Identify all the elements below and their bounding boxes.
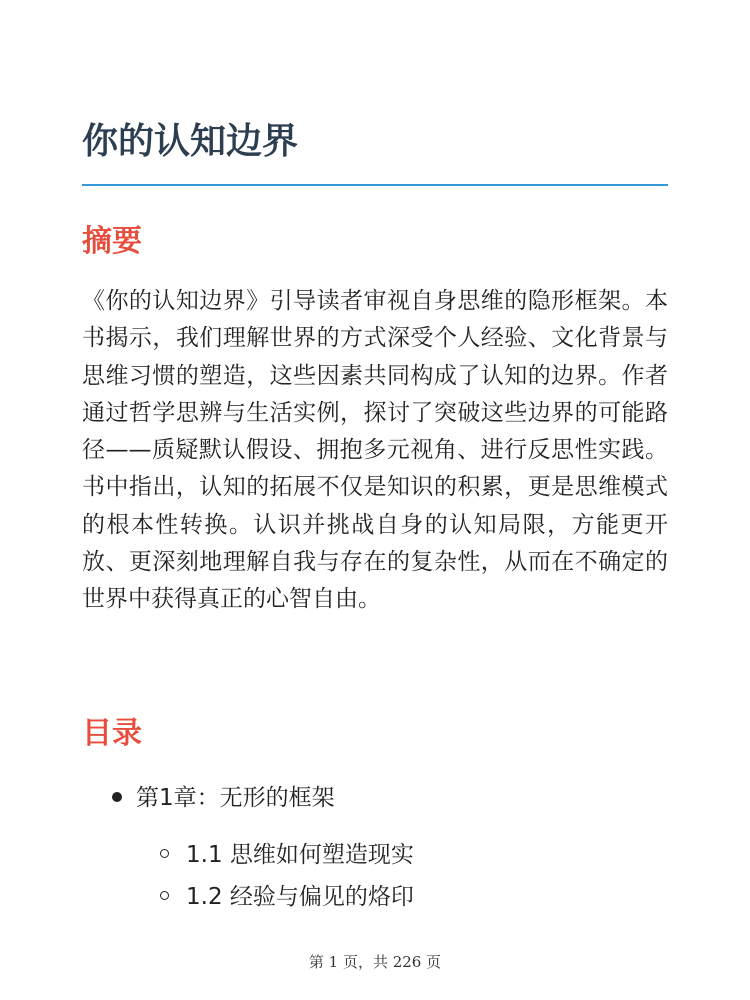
title-divider xyxy=(82,184,668,186)
toc-chapter-1[interactable] xyxy=(112,781,335,815)
toc-heading: 目录 xyxy=(82,716,142,751)
toc-section-1-2[interactable] xyxy=(160,880,414,914)
summary-heading: 摘要 xyxy=(82,224,142,259)
bullet-icon xyxy=(112,792,122,802)
summary-paragraph: 《你的认知边界》引导读者审视自身思维的隐形框架。本书揭示，我们理解世界的方式深受个人经验、文化背景与思维习惯的塑造，这些因素共同构成了认知的边界。作者通过哲学思辨与生活实例，探讨了突破这些边界的可能路径——质疑默认假设、拥抱多元视角、进行反思性实践。书中指出，认知的拓展不仅是知识的积累，更是思维模式的根本性转换。认识并挑战自身的认知局限，方能更开放、更深刻地理解自我与存在的复杂性，从而在不确定的世界中获得真正的心智自由。 xyxy=(82,288,668,613)
hollow-bullet-icon xyxy=(160,891,169,900)
page-number-footer: 第 1 页，共 226 页 xyxy=(308,953,442,971)
page-title: 你的认知边界 xyxy=(82,121,299,162)
toc-section-1-1[interactable] xyxy=(160,838,414,872)
toc-section-1-2-label: 1.2 经验与偏见的烙印 xyxy=(186,884,414,910)
hollow-bullet-icon xyxy=(160,849,169,858)
toc-chapter-1-label: 第1章：无形的框架 xyxy=(136,785,335,811)
toc-section-1-1-label: 1.1 思维如何塑造现实 xyxy=(186,842,414,868)
